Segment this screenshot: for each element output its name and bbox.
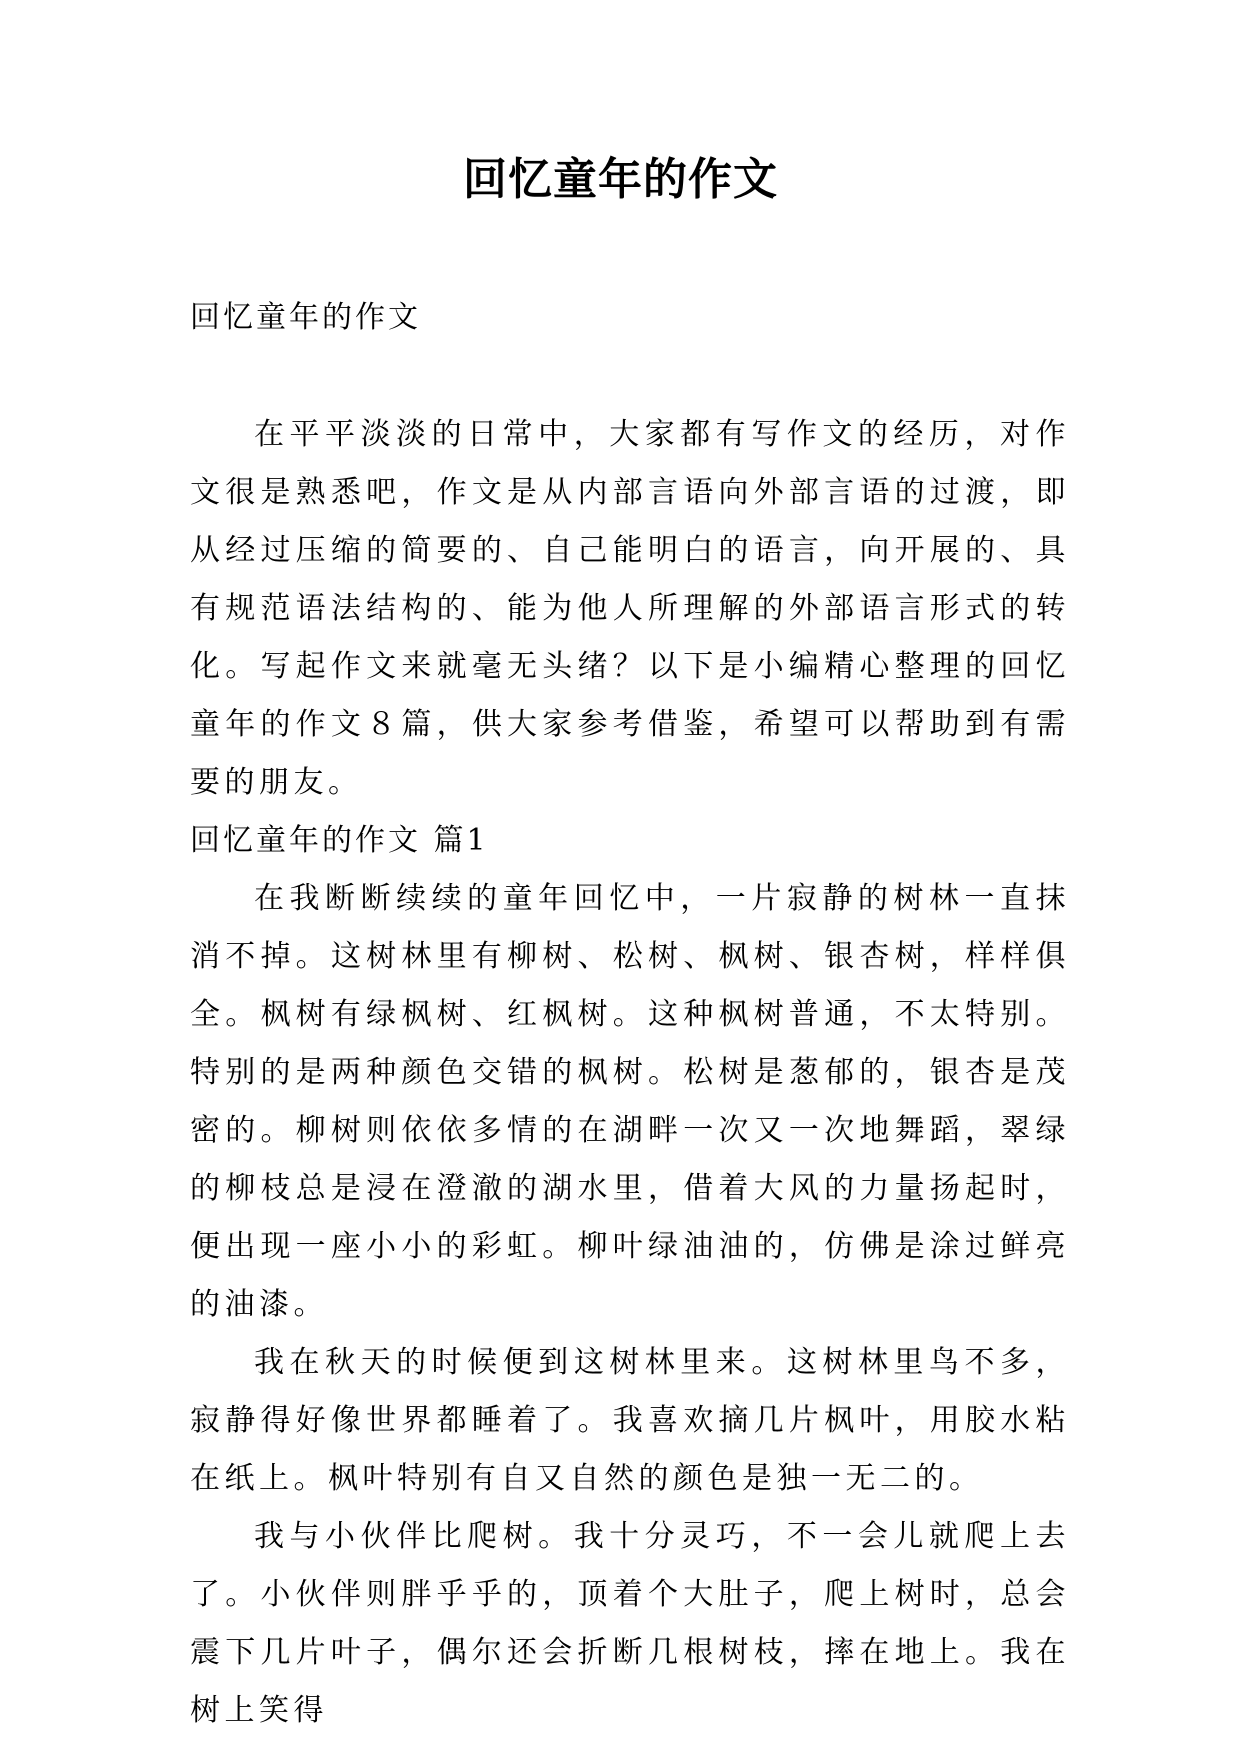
document-content <box>190 406 1070 1740</box>
section-heading: 回忆童年的作文 篇1 <box>190 823 489 858</box>
body-paragraph-2: 我在秋天的时候便到这树林里来。这树林里鸟不多，寂静得好像世界都睡着了。我喜欢摘几片枫叶，用胶水粘在纸上。枫叶特别有自又自然的颜色是独一无二的。 <box>190 1345 1070 1496</box>
intro-paragraph: 在平平淡淡的日常中，大家都有写作文的经历，对作文很是熟悉吧，作文是从内部言语向外部言语的过渡，即从经过压缩的简要的、自己能明白的语言，向开展的、具有规范语法结构的、能为他人所理解的外部语言形式的转化。写起作文来就毫无头绪？以下是小编精心整理的回忆童年的作文８篇，供大家参考借鉴，希望可以帮助到有需要的朋友。 <box>190 417 1070 800</box>
body-paragraph-3: 我与小伙伴比爬树。我十分灵巧，不一会儿就爬上去了。小伙伴则胖乎乎的，顶着个大肚子，爬上树时，总会震下几片叶子，偶尔还会折断几根树枝，摔在地上。我在树上笑得 <box>190 1519 1070 1728</box>
document-title: 回忆童年的作文 <box>463 154 778 205</box>
body-paragraph-1: 在我断断续续的童年回忆中，一片寂静的树林一直抹消不掉。这树林里有柳树、松树、枫树、银杏树，样样俱全。枫树有绿枫树、红枫树。这种枫树普通，不太特别。特别的是两种颜色交错的枫树。松树是葱郁的，银杏是茂密的。柳树则依依多情的在湖畔一次又一次地舞蹈，翠绿的柳枝总是浸在澄澈的湖水里，借着大风的力量扬起时，便出现一座小小的彩虹。柳叶绿油油的，仿佛是涂过鲜亮的油漆。 <box>190 881 1070 1322</box>
document-subtitle: 回忆童年的作文 <box>190 300 421 335</box>
